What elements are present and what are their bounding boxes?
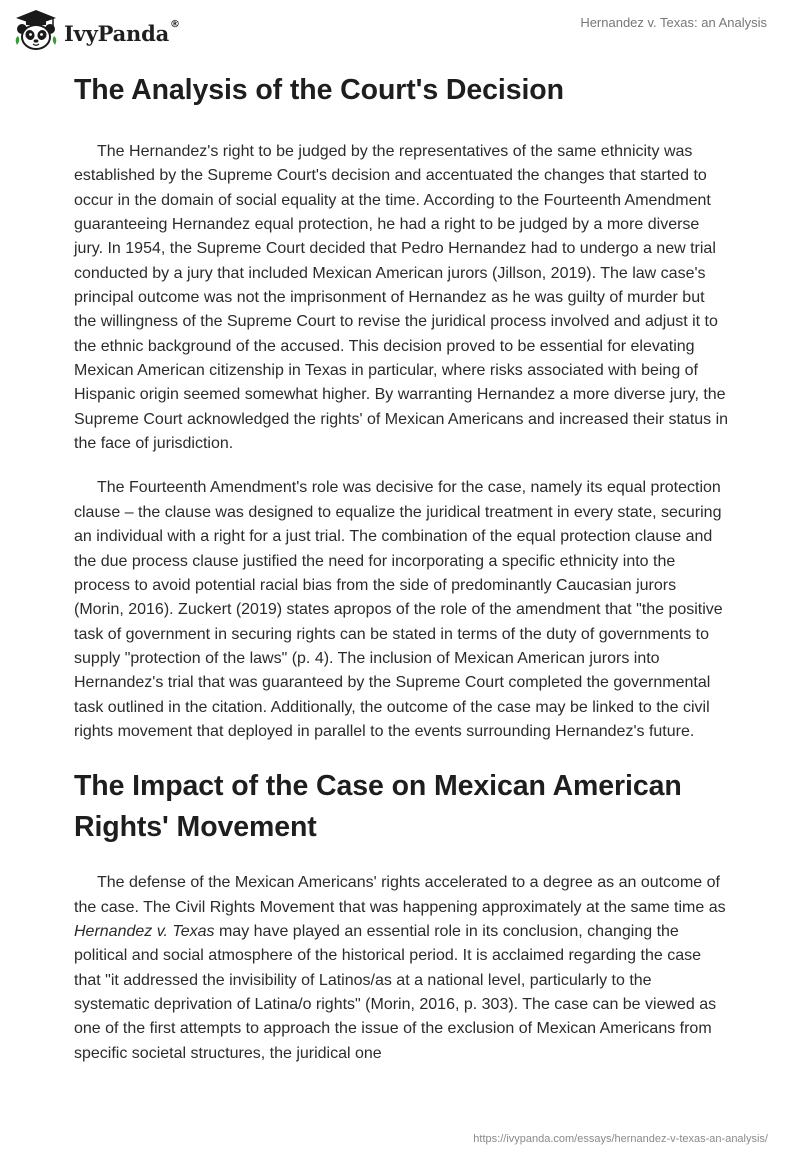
section-heading: The Analysis of the Court's Decision — [74, 74, 564, 106]
document-title: Hernandez v. Texas: an Analysis — [580, 15, 767, 30]
brand-logo[interactable] — [14, 9, 180, 51]
page-header — [0, 0, 800, 62]
paragraph: The Hernandez's right to be judged by the representatives of the same ethnicity was established by the Supreme Court's decision and accentuated the changes that started to occur in the domain of social equality at the time. According to the Fourteenth Amendment guaranteeing Hernandez equal protection, he had a right to be judged by a more diverse jury. In 1954, the Supreme Court decided that Pedro Hernandez had to undergo a new trial conducted by a jury that included Mexican American jurors (Jillson, 2019). The law case's principal outcome was not the imprisonment of Hernandez as he was guilty of murder but the willingness of the Supreme Court to revise the juridical process involved and adjust it to the ethnic background of the accused. This decision proved to be essential for elevating Mexican American citizenship in Texas in particular, where risks associated with being of Hispanic origin seemed somewhat higher. By warranting Hernandez a more diverse jury, the Supreme Court acknowledged the rights' of Mexican Americans and increased their status in the face of jurisdiction. — [74, 143, 729, 453]
paragraph-text: The defense of the Mexican Americans' rights accelerated to a degree as an outcome of the case. The Civil Rights Movement that was happening approximately at the same time as — [74, 874, 726, 916]
source-url[interactable]: https://ivypanda.com/essays/hernandez-v-texas-an-analysis/ — [473, 1133, 768, 1145]
registered-mark: ® — [170, 18, 180, 30]
paragraph — [74, 871, 730, 1066]
paragraph: The Fourteenth Amendment's role was decisive for the case, namely its equal protection clause – the clause was designed to equalize the juridical treatment in every state, securing an individual with a right for a just trial. The combination of the equal protection clause and the due process clause justified the need for incorporating a specific ethnicity into the process to avoid potential racial bias from the side of predominantly Caucasian jurors (Morin, 2016). Zuckert (2019) states apropos of the role of the amendment that "the positive task of government in securing rights can be stated in terms of the duty of governments to supply "protection of the laws" (p. 4). The inclusion of Mexican American jurors into Hernandez's trial that was guaranteed by the Supreme Court completed the governmental task outlined in the citation. Additionally, the outcome of the case may be linked to the civil rights movement that deployed in parallel to the events surrounding Hernandez's future. — [74, 479, 723, 740]
paragraph-text: may have played an essential role in its conclusion, changing the political and social atmosphere of the historical period. It is acclaimed regarding the case that "it addressed the invisibility of Latinos/as at a national level, particularly to the systematic deprivation of Latina/o rights" (Morin, 2016, p. 303). The case can be viewed as one of the first attempts to approach the issue of the exclusion of Mexican Americans from specific societal structures, the juridical one — [74, 922, 717, 1062]
section-heading: The Impact of the Case on Mexican American Rights' Movement — [74, 770, 682, 844]
brand-name: IvyPanda® — [64, 18, 180, 46]
panda-graduate-icon — [14, 9, 58, 51]
article-body — [74, 70, 730, 1086]
case-name: Hernandez v. Texas — [74, 922, 215, 940]
